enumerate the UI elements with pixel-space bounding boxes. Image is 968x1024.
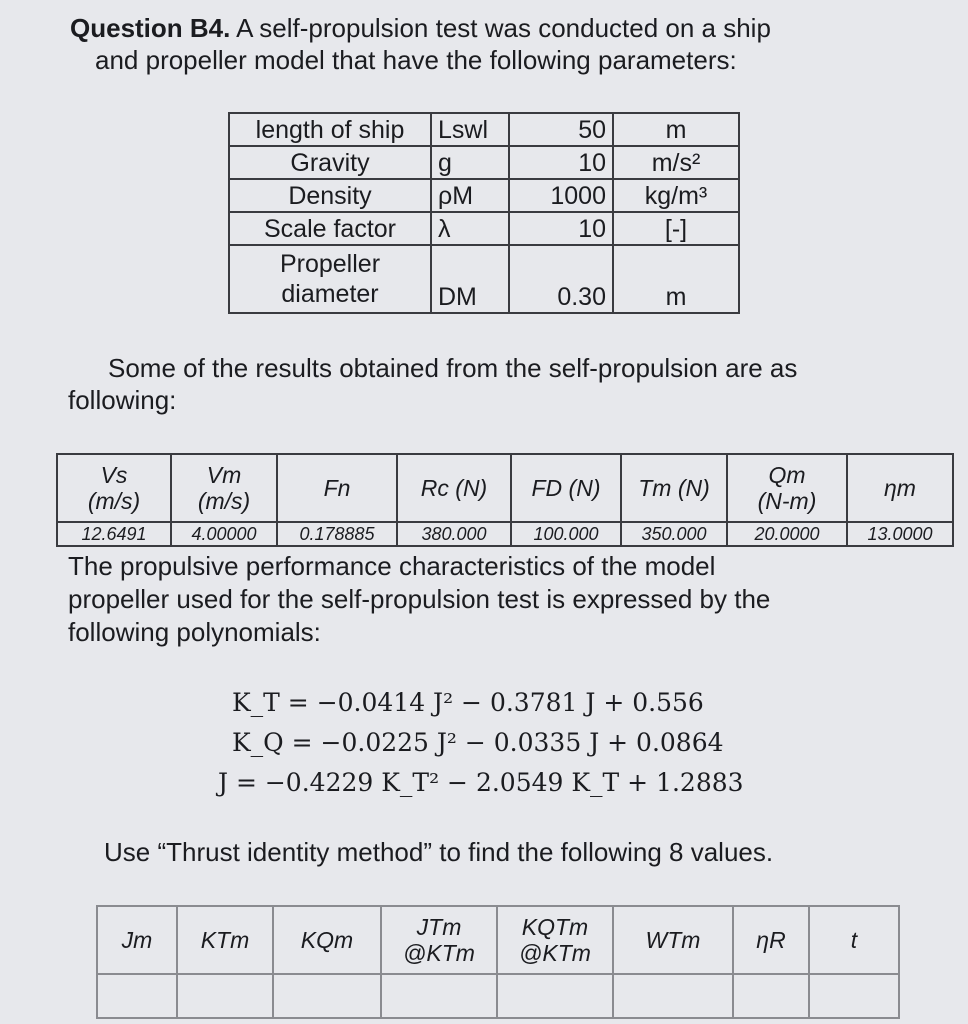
- answers-header: [273, 906, 381, 974]
- param-value: 1000: [509, 179, 613, 212]
- param-unit: kg/m³: [613, 179, 739, 212]
- results-header: [511, 454, 621, 522]
- results-value: 380.000: [397, 522, 511, 546]
- param-value: 0.30: [509, 245, 613, 313]
- answers-header: [613, 906, 733, 974]
- param-row: [229, 113, 739, 146]
- results-value: 13.0000: [847, 522, 953, 546]
- performance-intro-line2: propeller used for the self-propulsion test is expressed by the: [68, 584, 771, 614]
- answer-cell[interactable]: [177, 974, 273, 1018]
- performance-intro: [68, 550, 928, 649]
- performance-intro-line3: following polynomials:: [68, 617, 321, 647]
- param-unit: m: [613, 113, 739, 146]
- param-row: [229, 245, 739, 313]
- header-line1: KQTm: [521, 914, 589, 940]
- equation-kt: K_T = −0.0414 J² − 0.3781 J + 0.556: [232, 688, 704, 717]
- answers-blank-row: [97, 974, 899, 1018]
- header-line1: Tm (N): [638, 475, 710, 501]
- results-value: 0.178885: [277, 522, 397, 546]
- param-symbol: ρM: [431, 179, 509, 212]
- results-header-row: [57, 454, 953, 522]
- header-line1: KQm: [300, 927, 354, 953]
- results-header: [847, 454, 953, 522]
- question-line2: and propeller model that have the following parameters:: [95, 45, 737, 75]
- results-intro-line2: following:: [68, 385, 177, 415]
- header-line1: ηm: [884, 475, 916, 501]
- results-value: 4.00000: [171, 522, 277, 546]
- header-line1: KTm: [200, 927, 250, 953]
- equation-j: J = −0.4229 K_T² − 2.0549 K_T + 1.2883: [218, 768, 744, 797]
- answers-header: [381, 906, 497, 974]
- header-line1: FD (N): [531, 475, 601, 501]
- header-line1: JTm: [416, 914, 462, 940]
- answers-header: [97, 906, 177, 974]
- answers-header: [733, 906, 809, 974]
- results-intro-line1: Some of the results obtained from the self-propulsion are as: [108, 353, 798, 383]
- performance-intro-line1: The propulsive performance characteristics of the model: [68, 551, 716, 581]
- param-row: [229, 179, 739, 212]
- header-line1: Rc (N): [420, 475, 488, 501]
- answer-cell[interactable]: [273, 974, 381, 1018]
- header-line2: @KTm: [403, 940, 475, 966]
- answer-cell[interactable]: [733, 974, 809, 1018]
- answer-cell[interactable]: [497, 974, 613, 1018]
- equation-kq: K_Q = −0.0225 J² − 0.0335 J + 0.0864: [232, 728, 724, 757]
- param-value: 50: [509, 113, 613, 146]
- answer-cell[interactable]: [381, 974, 497, 1018]
- param-unit: m: [613, 245, 739, 313]
- results-header: [277, 454, 397, 522]
- param-name-line2: diameter: [281, 280, 379, 308]
- parameters-table: [228, 112, 740, 314]
- header-line2: @KTm: [519, 940, 591, 966]
- header-line1: Jm: [121, 927, 153, 953]
- param-name: length of ship: [229, 113, 431, 146]
- header-line1: Vs: [100, 462, 128, 488]
- param-row: [229, 146, 739, 179]
- param-name: Density: [229, 179, 431, 212]
- question-text: [70, 12, 930, 76]
- param-unit: m/s²: [613, 146, 739, 179]
- param-symbol: Lswl: [431, 113, 509, 146]
- param-value: 10: [509, 146, 613, 179]
- results-header: [57, 454, 171, 522]
- answers-header-row: [97, 906, 899, 974]
- header-line1: WTm: [645, 927, 701, 953]
- header-line1: ηR: [756, 927, 786, 953]
- results-value: 12.6491: [57, 522, 171, 546]
- param-symbol: DM: [431, 245, 509, 313]
- param-name-line1: Propeller: [279, 250, 381, 278]
- answers-header: [497, 906, 613, 974]
- question-label: Question B4.: [70, 13, 231, 43]
- results-header: [727, 454, 847, 522]
- results-value: 20.0000: [727, 522, 847, 546]
- param-row: [229, 212, 739, 245]
- header-line1: Vm: [206, 462, 242, 488]
- answer-cell[interactable]: [809, 974, 899, 1018]
- question-line1: A self-propulsion test was conducted on a ship: [236, 13, 771, 43]
- results-value-row: [57, 522, 953, 546]
- param-name: [229, 245, 431, 313]
- answer-cell[interactable]: [613, 974, 733, 1018]
- param-name: Scale factor: [229, 212, 431, 245]
- results-header: [397, 454, 511, 522]
- header-line2: (m/s): [197, 488, 251, 514]
- answers-table: [96, 905, 900, 1019]
- answers-header: [809, 906, 899, 974]
- results-value: 100.000: [511, 522, 621, 546]
- answers-header: [177, 906, 273, 974]
- header-line2: (m/s): [87, 488, 141, 514]
- results-value: 350.000: [621, 522, 727, 546]
- param-value: 10: [509, 212, 613, 245]
- param-symbol: g: [431, 146, 509, 179]
- results-header: [621, 454, 727, 522]
- header-line1: t: [850, 927, 858, 953]
- header-line1: Qm: [768, 462, 806, 488]
- param-name: Gravity: [229, 146, 431, 179]
- answer-cell[interactable]: [97, 974, 177, 1018]
- param-symbol: λ: [431, 212, 509, 245]
- instruction-text: Use “Thrust identity method” to find the following 8 values.: [104, 837, 774, 867]
- header-line1: Fn: [323, 475, 351, 501]
- results-intro: [68, 352, 928, 416]
- results-table: [56, 453, 954, 547]
- header-line2: (N-m): [757, 488, 817, 514]
- param-unit: [-]: [613, 212, 739, 245]
- results-header: [171, 454, 277, 522]
